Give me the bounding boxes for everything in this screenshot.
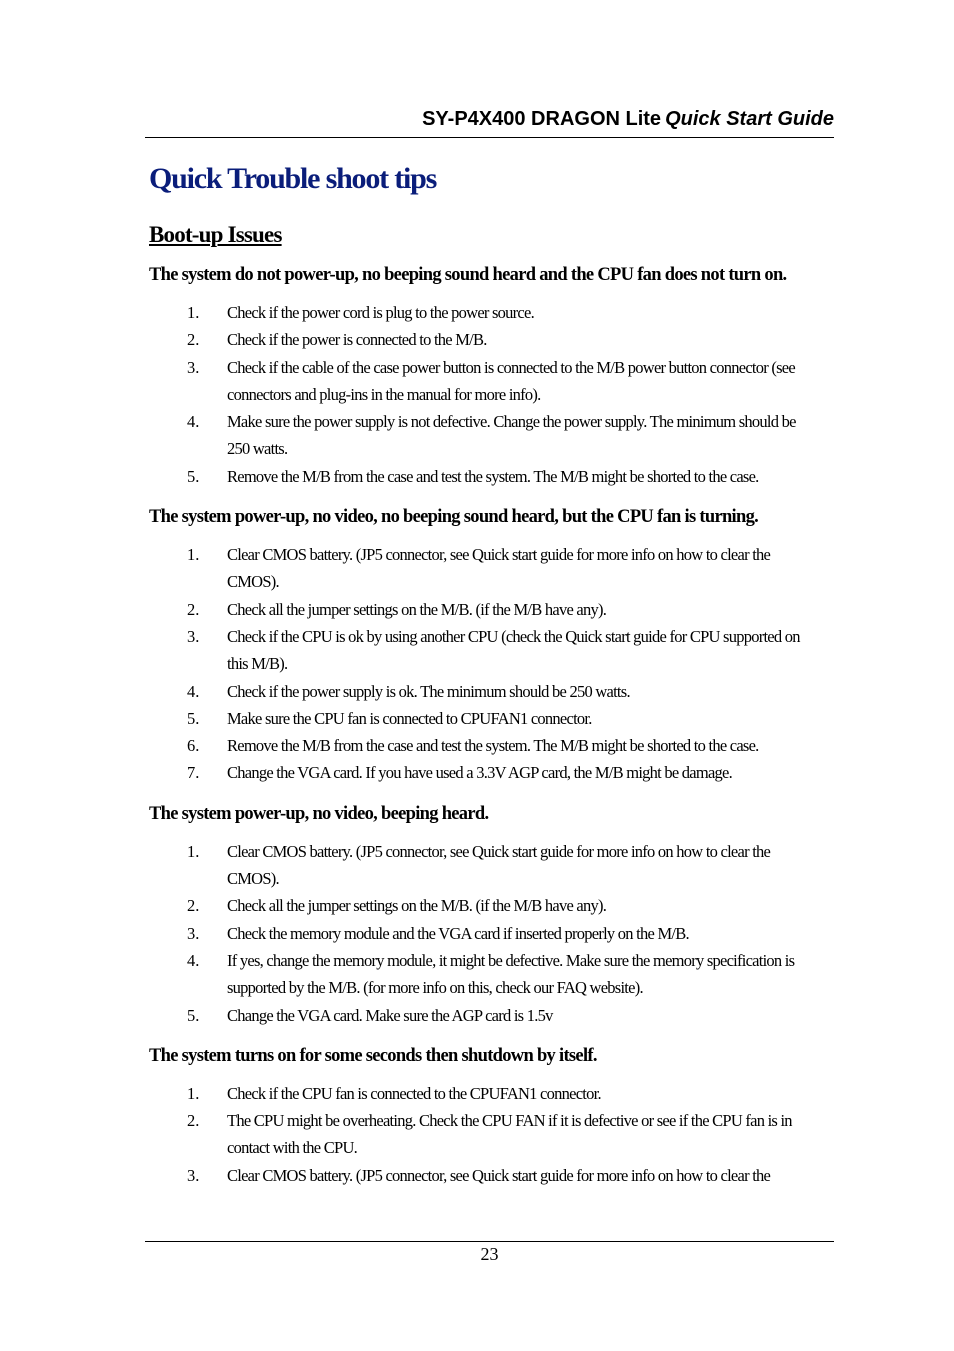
running-header [145, 108, 834, 138]
list-item [149, 596, 819, 623]
list-item [149, 759, 819, 786]
step-text: Clear CMOS battery. (JP5 connector, see Quick start guide for more info on how to clear the [227, 1165, 771, 1185]
step-number: 3. [187, 357, 200, 377]
list-item [149, 838, 819, 893]
step-text: Change the VGA card. Make sure the AGP card is 1.5v [227, 1005, 553, 1025]
step-text: Check if the CPU fan is connected to the CPUFAN1 connector. [227, 1083, 601, 1103]
step-number: 4. [187, 950, 200, 970]
step-text: Clear CMOS battery. (JP5 connector, see Quick start guide for more info on how to clear the CMOS). [227, 545, 771, 592]
step-number: 5. [187, 708, 200, 728]
steps-list [149, 838, 819, 1029]
issues-content [149, 262, 819, 1203]
step-number: 1. [187, 303, 200, 322]
issue-heading: The system power-up, no video, beeping heard. [149, 803, 489, 824]
step-number: 5. [187, 1005, 200, 1025]
step-text: Check the memory module and the VGA card if inserted properly on the M/B. [227, 923, 689, 943]
step-text: Check if the power is connected to the M/B. [227, 330, 487, 350]
step-text: Remove the M/B from the case and test the system. The M/B might be shorted to the case. [227, 466, 759, 486]
list-item [149, 678, 819, 705]
step-text: Check if the CPU is ok by using another CPU (check the Quick start guide for CPU supported on this M/B). [227, 626, 800, 674]
list-item [149, 732, 819, 759]
step-number: 1. [187, 841, 200, 861]
step-text: Check if the power cord is plug to the power source. [227, 303, 534, 322]
step-number: 2. [187, 1111, 200, 1131]
list-item [149, 541, 819, 596]
step-number: 4. [187, 412, 200, 432]
page-footer [145, 1241, 834, 1265]
step-text: Make sure the power supply is not defective. Change the power supply. The minimum should be 250 watts. [227, 412, 796, 459]
list-item [149, 1080, 819, 1107]
step-number: 2. [187, 896, 200, 916]
list-item [149, 1107, 819, 1162]
list-item [149, 326, 819, 353]
step-text: Make sure the CPU fan is connected to CPUFAN1 connector. [227, 708, 592, 728]
header-guide: Quick Start Guide [665, 108, 834, 130]
step-number: 6. [187, 736, 200, 756]
list-item [149, 705, 819, 732]
issue-heading: The system power-up, no video, no beeping sound heard, but the CPU fan is turning. [149, 507, 759, 528]
step-text: Remove the M/B from the case and test the system. The M/B might be shorted to the case. [227, 736, 759, 756]
step-text: If yes, change the memory module, it might be defective. Make sure the memory specification is supported by the M/B. (for more info on this, check our FAQ website). [227, 950, 795, 998]
step-number: 4. [187, 681, 200, 701]
list-item [149, 892, 819, 919]
step-number: 3. [187, 626, 200, 646]
list-item [149, 623, 819, 678]
section-title: Boot-up Issues [149, 222, 282, 247]
step-text: Check if the power supply is ok. The minimum should be 250 watts. [227, 681, 630, 701]
list-item [149, 1002, 819, 1029]
step-number: 3. [187, 923, 200, 943]
page-title: Quick Trouble shoot tips [149, 162, 437, 195]
step-text: Clear CMOS battery. (JP5 connector, see Quick start guide for more info on how to clear the CMOS). [227, 841, 771, 889]
step-number: 5. [187, 466, 200, 486]
step-number: 7. [187, 763, 200, 783]
list-item [149, 920, 819, 947]
step-number: 3. [187, 1165, 200, 1185]
header-product: SY-P4X400 DRAGON Lite [422, 108, 662, 130]
step-text: Change the VGA card. If you have used a 3.3V AGP card, the M/B might be damage. [227, 763, 732, 783]
list-item [149, 408, 819, 463]
step-text: The CPU might be overheating. Check the CPU FAN if it is defective or see if the CPU fan is in contact with the CPU. [227, 1111, 792, 1158]
list-item [149, 299, 819, 326]
list-item [149, 1162, 819, 1189]
list-item [149, 947, 819, 1002]
steps-list [149, 1080, 819, 1189]
issue-heading: The system do not power-up, no beeping sound heard and the CPU fan does not turn on. [149, 265, 787, 285]
steps-list [149, 541, 819, 787]
page-number: 23 [480, 1244, 499, 1264]
steps-list [149, 299, 819, 490]
list-item [149, 463, 819, 490]
step-number: 2. [187, 599, 200, 619]
step-number: 1. [187, 1083, 200, 1103]
step-text: Check all the jumper settings on the M/B. (if the M/B have any). [227, 896, 607, 916]
step-number: 1. [187, 545, 200, 565]
step-text: Check all the jumper settings on the M/B. (if the M/B have any). [227, 599, 607, 619]
issue-heading: The system turns on for some seconds then shutdown by itself. [149, 1045, 597, 1066]
list-item [149, 354, 819, 409]
step-text: Check if the cable of the case power button is connected to the M/B power button connector (see connectors and plug-ins in the manual for more info). [227, 357, 795, 404]
step-number: 2. [187, 330, 200, 350]
